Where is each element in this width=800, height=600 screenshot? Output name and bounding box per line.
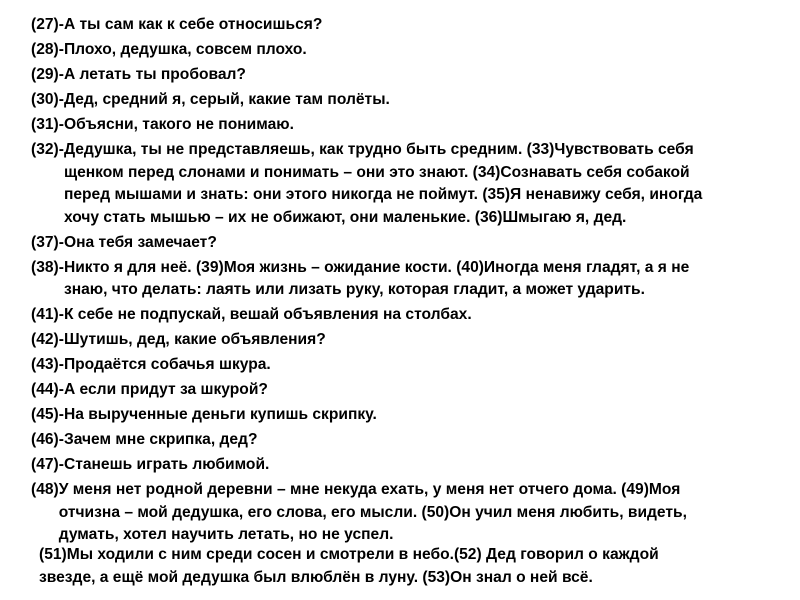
text-row: Объясни, такого не понимаю. xyxy=(63,115,294,133)
text-row: думать, хотел научить летать, но не успел. xyxy=(58,526,394,544)
text-row: А ты сам как к себе относишься? xyxy=(63,16,323,33)
text-row: К себе не подпускай, вешай объявления на столбах. xyxy=(63,306,472,324)
dialogue-line-43 xyxy=(31,354,786,377)
text-row: (51)Мы ходили с ним среди сосен и смотрели в небо.(52) Дед говорил о каждой xyxy=(39,546,659,563)
dialogue-line-44 xyxy=(31,379,786,402)
sentence-text xyxy=(64,114,786,137)
dialogue-line-28 xyxy=(31,39,786,62)
dialogue-line-30 xyxy=(31,89,786,112)
sentence-text xyxy=(64,329,786,352)
text-row: Продаётся собачья шкура. xyxy=(63,356,271,374)
sentence-number: (43)- xyxy=(31,356,64,374)
text-row: У меня нет родной деревни – мне некуда ехать, у меня нет отчего дома. (49)Моя xyxy=(58,481,681,499)
text-row: перед мышами и знать: они этого никогда не поймут. (35)Я ненавижу себя, иногда xyxy=(63,186,703,204)
dialogue-line-27 xyxy=(31,14,786,37)
sentence-number: (41)- xyxy=(31,306,64,324)
sentence-number: (48) xyxy=(31,481,59,499)
document-body xyxy=(31,14,786,547)
sentence-number: (45)- xyxy=(31,406,64,424)
sentence-number: (28)- xyxy=(31,40,64,58)
text-row: Она тебя замечает? xyxy=(63,233,217,251)
closing-paragraph xyxy=(39,544,799,589)
text-row: звезде, а ещё мой дедушка был влюблён в луну. (53)Он знал о ней всё. xyxy=(39,568,593,586)
sentence-number: (38)- xyxy=(31,258,64,276)
sentence-text xyxy=(64,89,786,112)
sentence-text xyxy=(64,429,786,452)
text-row: хочу стать мышью – их не обижают, они маленькие. (36)Шмыгаю я, дед. xyxy=(63,208,627,226)
sentence-text xyxy=(64,454,786,477)
sentence-text xyxy=(64,354,786,377)
sentence-number: (44)- xyxy=(31,381,64,399)
dialogue-line-46 xyxy=(31,429,786,452)
dialogue-line-32 xyxy=(31,139,786,229)
text-row: Дедушка, ты не представляешь, как трудно быть средним. (33)Чувствовать себя xyxy=(63,140,694,158)
sentence-number: (47)- xyxy=(31,456,64,474)
dialogue-line-42 xyxy=(31,329,786,352)
text-row: Дед, средний я, серый, какие там полёты. xyxy=(63,90,390,108)
sentence-text xyxy=(64,379,786,402)
sentence-text xyxy=(64,39,786,62)
text-row: Никто я для неё. (39)Моя жизнь – ожидание кости. (40)Иногда меня гладят, а я не xyxy=(63,258,690,276)
dialogue-line-38 xyxy=(31,257,786,302)
sentence-number: (32)- xyxy=(31,140,64,158)
dialogue-line-45 xyxy=(31,404,786,427)
sentence-number: (37)- xyxy=(31,233,64,251)
sentence-text xyxy=(64,232,786,255)
sentence-text xyxy=(59,479,786,547)
text-row: А если придут за шкурой? xyxy=(63,381,268,399)
text-row: Зачем мне скрипка, дед? xyxy=(63,431,258,449)
dialogue-line-29 xyxy=(31,64,786,87)
text-row: Шутишь, дед, какие объявления? xyxy=(63,331,326,349)
text-row: Плохо, дедушка, совсем плохо. xyxy=(63,40,307,58)
dialogue-line-47 xyxy=(31,454,786,477)
text-row: щенком перед слонами и понимать – они это знают. (34)Сознавать себя собакой xyxy=(63,163,690,181)
sentence-text xyxy=(64,404,786,427)
sentence-number: (42)- xyxy=(31,331,64,349)
text-row: А летать ты пробовал? xyxy=(63,65,246,83)
dialogue-line-37 xyxy=(31,232,786,255)
sentence-text xyxy=(64,304,786,327)
dialogue-line-41 xyxy=(31,304,786,327)
text-row: отчизна – мой дедушка, его слова, его мысли. (50)Он учил меня любить, видеть, xyxy=(58,503,687,521)
text-row: знаю, что делать: лаять или лизать руку, которая гладит, а может ударить. xyxy=(63,281,645,299)
sentence-text xyxy=(64,257,786,302)
sentence-number: (29)- xyxy=(31,65,64,83)
sentence-text xyxy=(64,14,786,37)
text-row: Станешь играть любимой. xyxy=(63,456,270,474)
dialogue-line-31 xyxy=(31,114,786,137)
sentence-number: (31)- xyxy=(31,115,64,133)
sentence-number: (46)- xyxy=(31,431,64,449)
text-row: На вырученные деньги купишь скрипку. xyxy=(63,406,377,424)
sentence-number: (27)- xyxy=(31,16,64,33)
sentence-text xyxy=(64,139,786,229)
sentence-number: (30)- xyxy=(31,90,64,108)
dialogue-line-48 xyxy=(31,479,786,547)
sentence-text xyxy=(64,64,786,87)
